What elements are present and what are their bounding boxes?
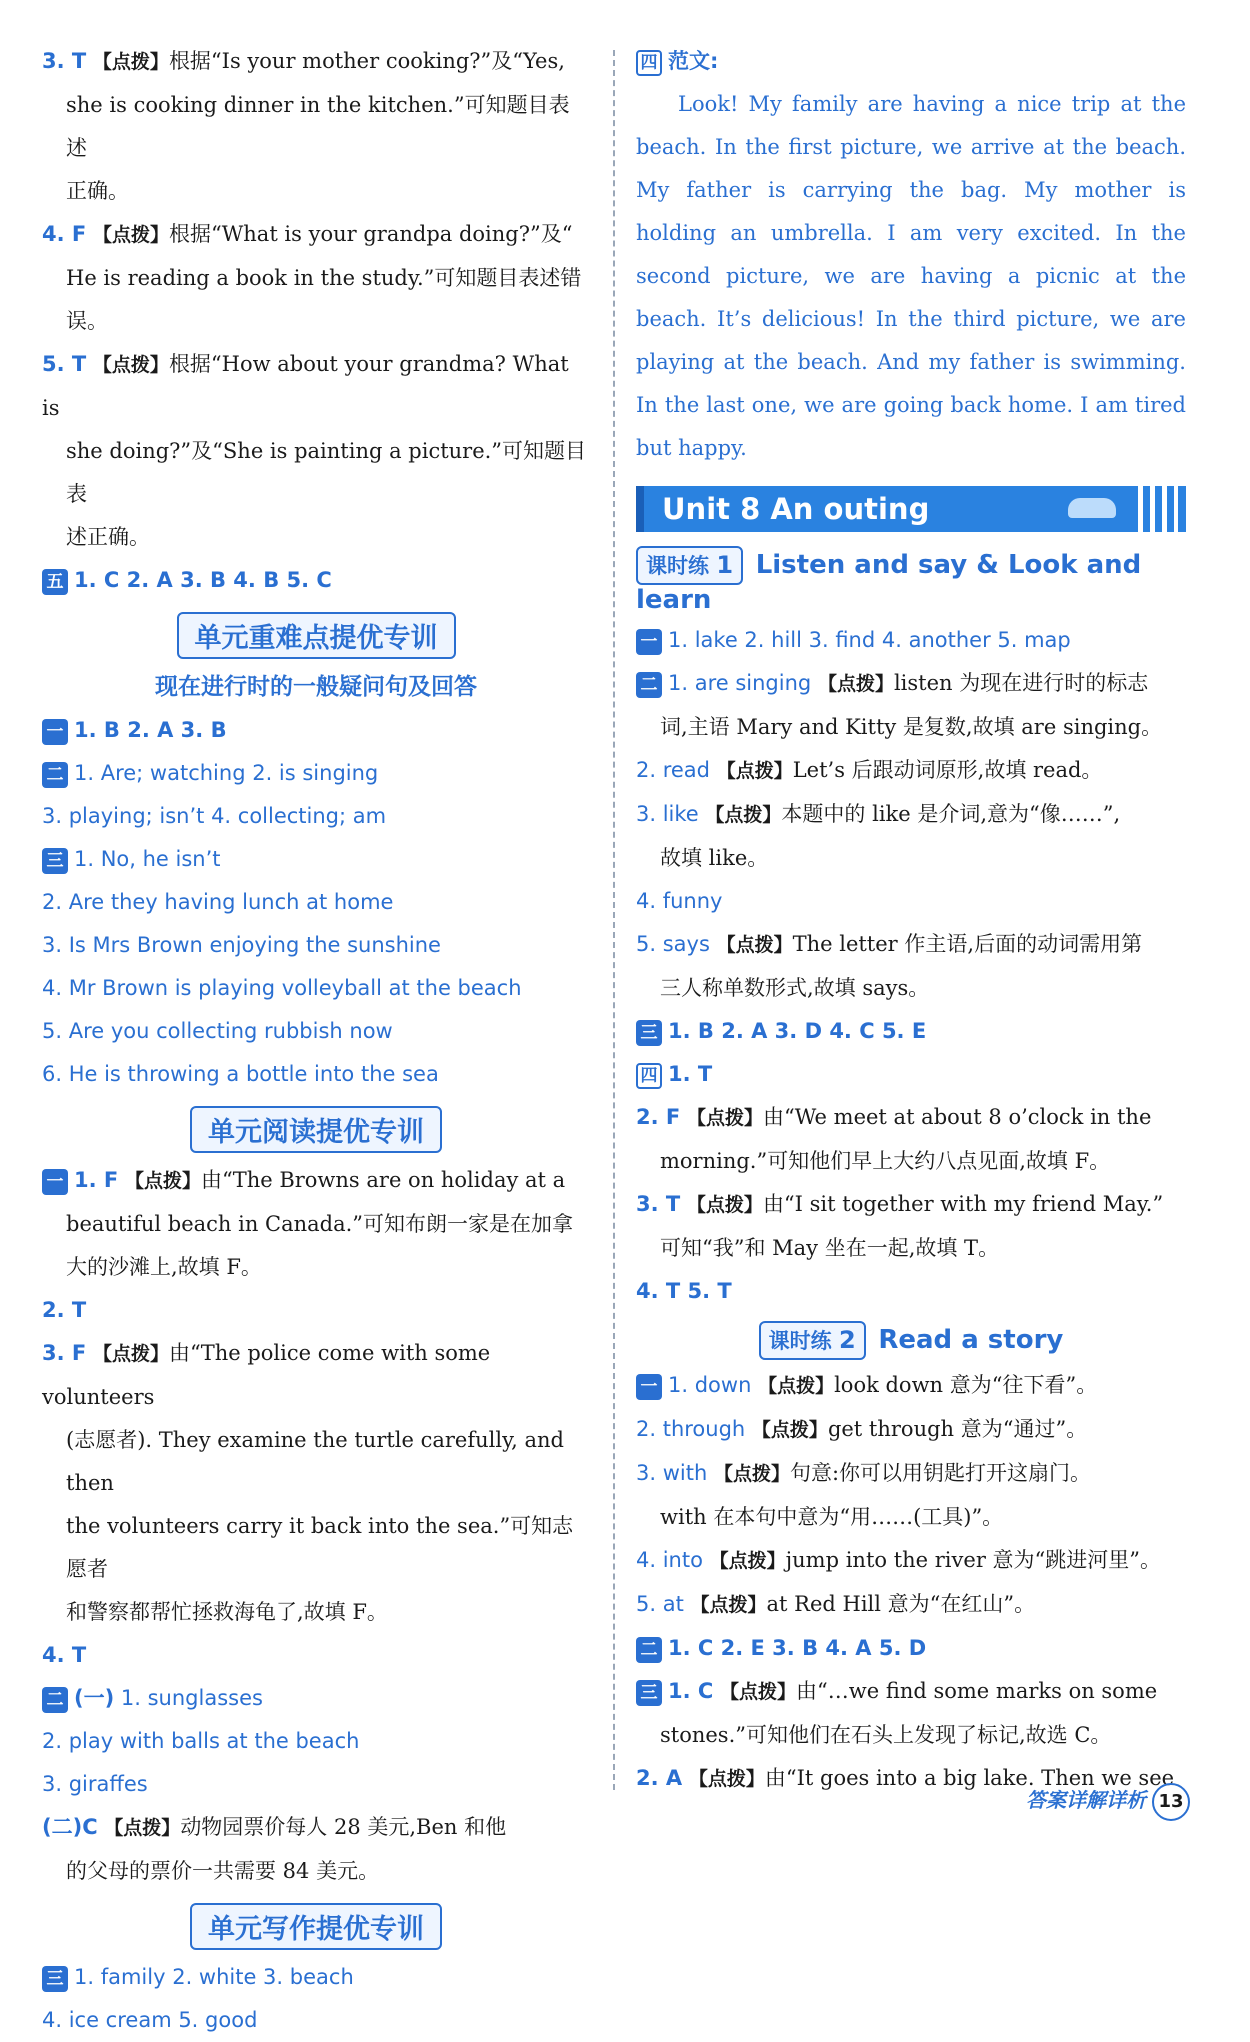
section-subtitle: 现在进行时的一般疑问句及回答 <box>155 674 477 700</box>
answer-item: 4. funny <box>636 889 723 913</box>
answer-item: 三 1. C 【点拨】由“…we find some marks on some stones.”可知他们在石头上发现了标记,故选 C。 <box>636 1670 1186 1757</box>
section-number-badge: 三 <box>636 1680 662 1706</box>
answer-item: 5. says 【点拨】The letter 作主语,后面的动词需用第 三人称单数形式,故填 says。 <box>636 932 1143 1000</box>
answer-item: 4. F 【点拨】根据“What is your grandpa doing?”及“ He is reading a book in the study.”可知题目表述错误。 <box>42 222 582 333</box>
answer-item: 3. playing; isn’t 4. collecting; am <box>42 804 387 828</box>
answer-item: 2. through 【点拨】get through 意为“通过”。 <box>636 1417 1088 1441</box>
answer-item: 3. T 【点拨】根据“Is your mother cooking?”及“Yes, she is cooking dinner in the kitchen.”可知题目表述 正确。 <box>42 49 570 203</box>
sample-essay: Look! My family are having a nice trip at the beach. In the first picture, we arrive at the beach. My father is carrying the bag. My mother is holding an umbrella. I am very excited. In the second picture, we are having a picnic at the beach. It’s delicious! In the third picture, we are playing at the beach. And my father is swimming. In the last one, we are going back home. I am tired but happy. <box>636 92 1186 460</box>
column-divider <box>613 50 615 1790</box>
section-number-badge: 二 <box>636 1637 662 1663</box>
answer-item: 3. F 【点拨】由“The police come with some volunteers (志愿者). They examine the turtle carefully, and then the volunteers carry it back into the sea.”可知志愿者 和警察都帮忙拯救海龟了,故填 F。 <box>42 1341 574 1624</box>
answer-item: 三 1. family 2. white 3. beach <box>42 1956 590 1999</box>
answer-item: 二 1. are singing 【点拨】listen 为现在进行时的标志 词,主语 Mary and Kitty 是复数,故填 are singing。 <box>636 662 1186 749</box>
answer-item: 二 (一) 1. sunglasses <box>42 1677 590 1720</box>
section-number-badge: 四 <box>636 50 662 76</box>
left-column <box>42 40 590 2042</box>
stripes-decoration <box>1138 486 1178 532</box>
answer-item: 二 1. C 2. E 3. B 4. A 5. D <box>636 1627 1186 1670</box>
answer-item: 四 1. T <box>636 1053 1186 1096</box>
answer-item: 2. T <box>42 1298 87 1322</box>
page-number: 13 <box>1152 1783 1190 1821</box>
answer-item: (二)C 【点拨】动物园票价每人 28 美元,Ben 和他 的父母的票价一共需要 84 美元。 <box>42 1815 507 1883</box>
answer-item: 4. ice cream 5. good <box>42 2008 258 2032</box>
answer-item: 2. A 【点拨】由“It goes into a big lake. Then we see <box>636 1766 1175 1790</box>
right-column <box>636 40 1186 1801</box>
answer-item: 3. T 【点拨】由“I sit together with my friend May.” 可知“我”和 May 坐在一起,故填 T。 <box>636 1192 1164 1260</box>
sample-essay-label: 四 范文: <box>636 40 1186 83</box>
answer-item: 4. Mr Brown is playing volleyball at the beach <box>42 976 522 1000</box>
section-number-badge: 一 <box>636 629 662 655</box>
answer-item: 3. with 【点拨】句意:你可以用钥匙打开这扇门。 with 在本句中意为“用……(工具)”。 <box>636 1461 1092 1529</box>
answer-item: 2. F 【点拨】由“We meet at about 8 o’clock in the morning.”可知他们早上大约八点见面,故填 F。 <box>636 1105 1152 1173</box>
section-number-badge: 三 <box>42 1966 68 1992</box>
answer-item: 3. giraffes <box>42 1772 148 1796</box>
answer-item: 4. into 【点拨】jump into the river 意为“跳进河里”。 <box>636 1548 1162 1572</box>
section-title: 单元写作提优专训 <box>42 1903 590 1950</box>
section-number-badge: 二 <box>42 1687 68 1713</box>
answer-item: 五 1. C 2. A 3. B 4. B 5. C <box>42 559 590 602</box>
answer-item: 一 1. down 【点拨】look down 意为“往下看”。 <box>636 1364 1186 1408</box>
answer-item: 3. Is Mrs Brown enjoying the sunshine <box>42 933 441 957</box>
page-footer: 答案详解详析 13 <box>1026 1783 1190 1821</box>
answer-item: 二 1. Are; watching 2. is singing <box>42 752 590 795</box>
answer-item: 5. at 【点拨】at Red Hill 意为“在红山”。 <box>636 1592 1036 1616</box>
section-number-badge: 二 <box>636 672 662 698</box>
answer-item: 2. play with balls at the beach <box>42 1729 360 1753</box>
lesson-header: 课时练 2 Read a story <box>636 1321 1186 1360</box>
unit-banner: Unit 8 An outing <box>636 486 1186 532</box>
section-number-badge: 三 <box>42 848 68 874</box>
answer-item: 6. He is throwing a bottle into the sea <box>42 1062 439 1086</box>
answer-item: 一 1. lake 2. hill 3. find 4. another 5. map <box>636 619 1186 662</box>
lesson-header: 课时练 1 Listen and say & Look and learn <box>636 546 1186 615</box>
section-number-badge: 二 <box>42 762 68 788</box>
section-number-badge: 五 <box>42 569 68 595</box>
section-number-badge: 一 <box>42 1169 68 1195</box>
lesson-badge: 课时练 1 <box>636 546 743 585</box>
answer-item: 三 1. No, he isn’t <box>42 838 590 881</box>
car-icon <box>1068 498 1116 518</box>
section-number-badge: 三 <box>636 1020 662 1046</box>
section-number-badge: 一 <box>42 719 68 745</box>
answer-item: 5. T 【点拨】根据“How about your grandma? What is she doing?”及“She is painting a picture.”可知题目表 述正确。 <box>42 352 587 549</box>
answer-item: 4. T <box>42 1643 87 1667</box>
answer-item: 4. T 5. T <box>636 1279 732 1303</box>
lesson-badge: 课时练 2 <box>759 1321 866 1360</box>
answer-item: 一 1. B 2. A 3. B <box>42 709 590 752</box>
section-title: 单元重难点提优专训 <box>42 612 590 659</box>
answer-item: 5. Are you collecting rubbish now <box>42 1019 393 1043</box>
section-number-badge: 四 <box>636 1063 662 1089</box>
answer-item: 一 1. F 【点拨】由“The Browns are on holiday at a beautiful beach in Canada.”可知布朗一家是在加拿 大的沙滩上,故填 F。 <box>42 1159 590 1289</box>
section-number-badge: 一 <box>636 1374 662 1400</box>
answer-item: 2. read 【点拨】Let’s 后跟动词原形,故填 read。 <box>636 758 1103 782</box>
answer-item: 三 1. B 2. A 3. D 4. C 5. E <box>636 1010 1186 1053</box>
answer-item: 2. Are they having lunch at home <box>42 890 394 914</box>
section-title: 单元阅读提优专训 <box>42 1106 590 1153</box>
answer-item: 3. like 【点拨】本题中的 like 是介词,意为“像……”, 故填 like。 <box>636 802 1121 870</box>
